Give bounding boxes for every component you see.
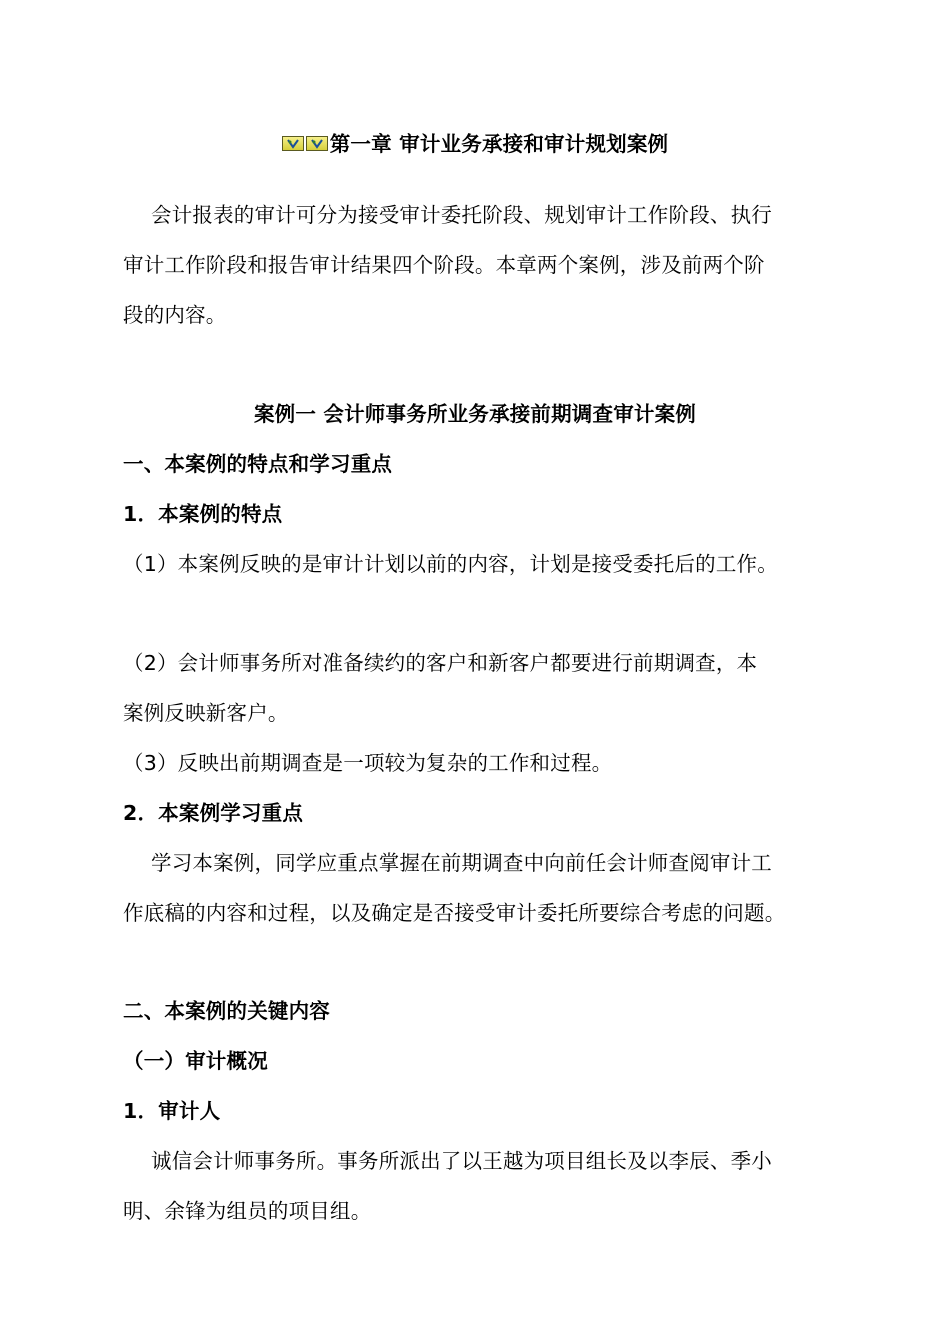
- case-title: 案例一 会计师事务所业务承接前期调查审计案例: [253, 402, 697, 426]
- auditor-line-1: 诚信会计师事务所。事务所派出了以王越为项目组长及以李辰、季小: [151, 1149, 772, 1173]
- section-1-sub-2-heading: 2．本案例学习重点: [123, 801, 304, 825]
- intro-line-2: 审计工作阶段和报告审计结果四个阶段。本章两个案例，涉及前两个阶: [123, 253, 765, 277]
- feature-item-2-line-2: 案例反映新客户。: [123, 701, 289, 725]
- document-icon: [282, 136, 304, 151]
- feature-item-1: （1）本案例反映的是审计计划以前的内容，计划是接受委托后的工作。: [123, 552, 778, 576]
- document-icon: [306, 136, 328, 151]
- section-2-sub-1-heading: （一）审计概况: [123, 1049, 268, 1073]
- study-focus-line-1: 学习本案例，同学应重点掌握在前期调查中向前任会计师查阅审计工: [151, 851, 772, 875]
- chapter-title-text: 第一章 审计业务承接和审计规划案例: [329, 131, 669, 156]
- study-focus-line-2: 作底稿的内容和过程，以及确定是否接受审计委托所要综合考虑的问题。: [123, 901, 786, 925]
- section-1-heading: 一、本案例的特点和学习重点: [123, 452, 393, 476]
- intro-line-3: 段的内容。: [123, 303, 227, 327]
- intro-line-1: 会计报表的审计可分为接受审计委托阶段、规划审计工作阶段、执行: [151, 203, 772, 227]
- chapter-title-row: [0, 128, 950, 158]
- feature-item-3: （3）反映出前期调查是一项较为复杂的工作和过程。: [123, 751, 613, 775]
- auditor-line-2: 明、余锋为组员的项目组。: [123, 1199, 372, 1223]
- chapter-title: [282, 130, 669, 158]
- auditor-heading: 1．审计人: [123, 1099, 221, 1123]
- chapter-decoration: [282, 136, 328, 151]
- section-2-heading: 二、本案例的关键内容: [123, 999, 330, 1023]
- feature-item-2-line-1: （2）会计师事务所对准备续约的客户和新客户都要进行前期调查，本: [123, 651, 758, 675]
- section-1-sub-1-heading: 1．本案例的特点: [123, 502, 283, 526]
